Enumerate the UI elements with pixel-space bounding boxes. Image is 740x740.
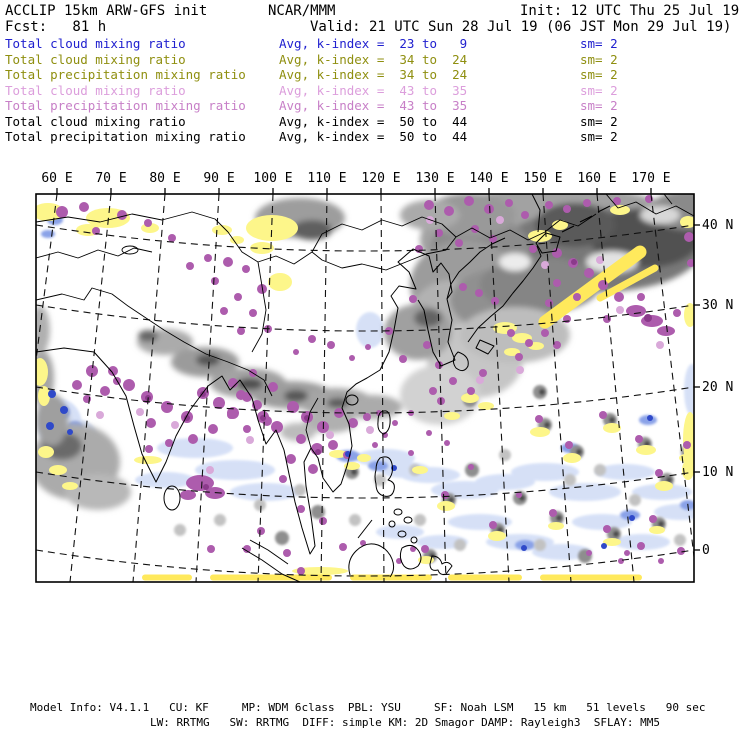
lon-tick-label: 80 E xyxy=(149,171,181,186)
field-stat: Avg, k-index = 34 to 24 xyxy=(279,52,468,67)
lon-tick-label: 60 E xyxy=(41,171,73,186)
valid-time: Valid: 21 UTC Sun 28 Jul 19 (06 JST Mon 29 Jul 19) xyxy=(310,19,732,35)
field-label: Total cloud mixing ratio xyxy=(5,52,186,67)
field-smooth: sm= 2 xyxy=(580,98,618,113)
field-stat: Avg, k-index = 43 to 35 xyxy=(279,98,468,113)
lon-tick-label: 70 E xyxy=(95,171,127,186)
field-stat: Avg, k-index = 34 to 24 xyxy=(279,67,468,82)
field-label: Total cloud mixing ratio xyxy=(5,114,186,129)
lat-tick-label: 30 N xyxy=(702,298,734,313)
lon-tick-label: 120 E xyxy=(361,171,401,186)
field-smooth: sm= 2 xyxy=(580,67,618,82)
field-smooth: sm= 2 xyxy=(580,129,618,144)
field-stat: Avg, k-index = 50 to 44 xyxy=(279,129,468,144)
lat-tick-label: 10 N xyxy=(702,465,734,480)
forecast-hour: Fcst: 81 h xyxy=(5,19,107,35)
field-smooth: sm= 2 xyxy=(580,52,618,67)
lat-tick-label: 20 N xyxy=(702,380,734,395)
field-stat: Avg, k-index = 43 to 35 xyxy=(279,83,468,98)
field-label: Total precipitation mixing ratio xyxy=(5,129,246,144)
lon-tick-label: 100 E xyxy=(253,171,293,186)
field-label: Total precipitation mixing ratio xyxy=(5,67,246,82)
field-label: Total cloud mixing ratio xyxy=(5,36,186,51)
center-name: NCAR/MMM xyxy=(268,3,336,19)
field-smooth: sm= 2 xyxy=(580,36,618,51)
lon-tick-label: 140 E xyxy=(469,171,509,186)
lon-tick-label: 150 E xyxy=(523,171,563,186)
init-time: Init: 12 UTC Thu 25 Jul 19 xyxy=(520,3,740,19)
field-stat: Avg, k-index = 23 to 9 xyxy=(279,36,468,51)
model-info-line2: LW: RRTMG SW: RRTMG DIFF: simple KM: 2D Smagor DAMP: Rayleigh3 SFLAY: MM5 xyxy=(150,716,660,729)
lat-tick-label: 40 N xyxy=(702,218,734,233)
lon-tick-label: 110 E xyxy=(307,171,347,186)
model-info-line1: Model Info: V4.1.1 CU: KF MP: WDM 6class PBL: YSU SF: Noah LSM 15 km 51 levels 90 sec xyxy=(30,701,706,714)
model-title: ACCLIP 15km ARW-GFS init xyxy=(5,3,208,19)
lat-tick-label: 0 xyxy=(702,543,710,558)
lon-tick-label: 130 E xyxy=(415,171,455,186)
lon-tick-label: 90 E xyxy=(203,171,235,186)
field-smooth: sm= 2 xyxy=(580,114,618,129)
field-label: Total precipitation mixing ratio xyxy=(5,98,246,113)
lon-tick-label: 170 E xyxy=(631,171,671,186)
lon-tick-label: 160 E xyxy=(577,171,617,186)
field-label: Total cloud mixing ratio xyxy=(5,83,186,98)
field-stat: Avg, k-index = 50 to 44 xyxy=(279,114,468,129)
field-smooth: sm= 2 xyxy=(580,83,618,98)
